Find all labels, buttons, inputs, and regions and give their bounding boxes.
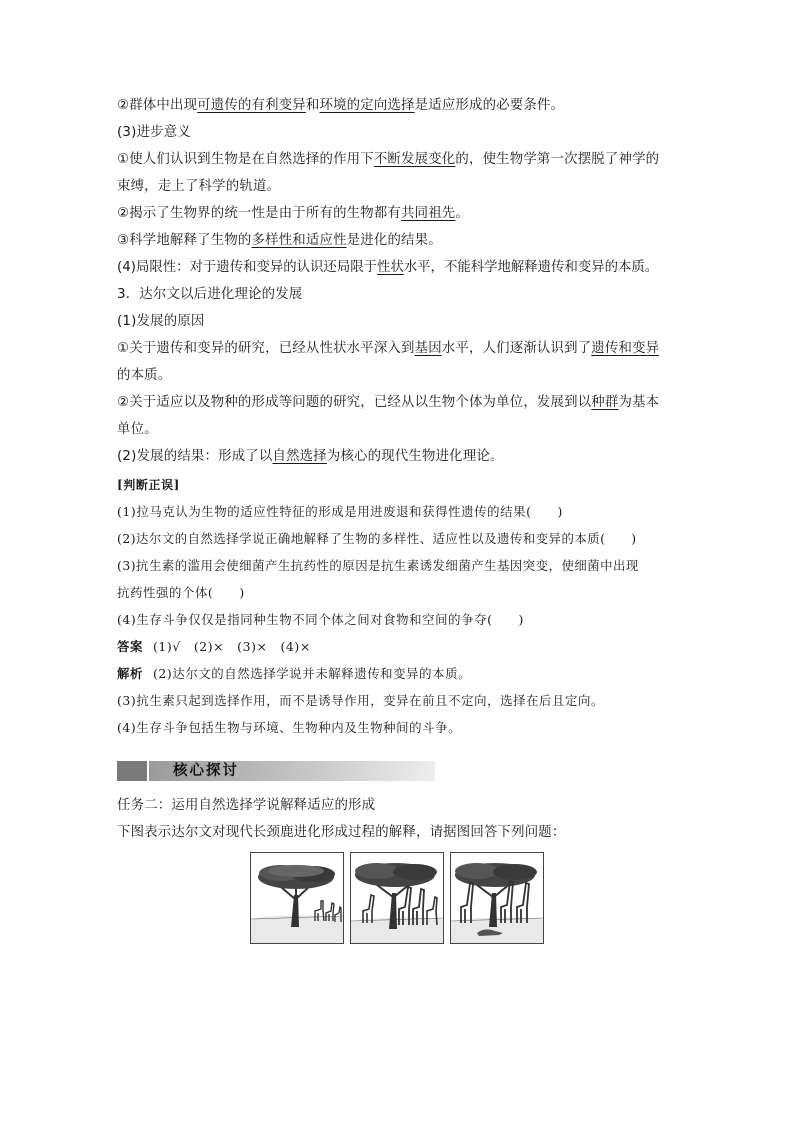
- text-line: 束缚，走上了科学的轨道。: [117, 179, 281, 194]
- section-banner: [117, 761, 435, 781]
- analysis-line: 解析 (2)达尔文的自然选择学说并未解释遗传和变异的本质。: [117, 666, 472, 681]
- analysis-line: (3)抗生素只起到选择作用，而不是诱导作用，变异在前且不定向，选择在后且定向。: [117, 693, 605, 708]
- analysis-line: (4)生存斗争包括生物与环境、生物种内及生物种间的斗争。: [117, 720, 462, 735]
- judge-question: (1)拉马克认为生物的适应性特征的形成是用进废退和获得性遗传的结果( ): [117, 504, 563, 519]
- judge-heading: [判断正误]: [117, 478, 180, 492]
- subheading: (1)发展的原因: [117, 314, 205, 329]
- underlined-term: 性状: [377, 260, 404, 275]
- judge-question: (3)抗生素的滥用会使细菌产生抗药性的原因是抗生素诱发细菌产生基因突变，使细菌中出现: [117, 558, 639, 573]
- text-line: ②揭示了生物界的统一性是由于所有的生物都有共同祖先。: [117, 206, 469, 221]
- underlined-term: 共同祖先: [401, 206, 456, 221]
- underlined-term: 基因: [414, 341, 442, 356]
- task-title: 任务二：运用自然选择学说解释适应的形成: [117, 798, 376, 813]
- answer-values: (1)√ (2)× (3)× (4)×: [152, 639, 311, 654]
- text-line: ①使人们认识到生物是在自然选择的作用下不断发展变化的，使生物学第一次摆脱了神学的: [117, 152, 660, 167]
- task-intro: 下图表示达尔文对现代长颈鹿进化形成过程的解释，请据图回答下列问题：: [117, 825, 566, 840]
- text-line: (4)局限性：对于遗传和变异的认识还局限于性状水平，不能科学地解释遗传和变异的本质。: [117, 260, 659, 275]
- judge-question: 抗药性强的个体( ): [117, 585, 245, 600]
- answer-line: [117, 638, 311, 656]
- judge-question: (2)达尔文的自然选择学说正确地解释了生物的多样性、适应性以及遗传和变异的本质( ): [117, 531, 637, 546]
- underlined-term: 自然选择: [272, 449, 327, 464]
- underlined-term: 遗传和变异: [591, 341, 660, 356]
- underlined-term: 不断发展变化: [373, 152, 456, 167]
- answer-label: 答案: [117, 639, 143, 654]
- text-line: 的本质。: [117, 368, 172, 383]
- text-line: ③科学地解释了生物的多样性和适应性是进化的结果。: [117, 233, 442, 248]
- underlined-term: 可遗传的有利变异: [197, 98, 306, 113]
- subheading: (3)进步意义: [117, 125, 191, 140]
- figure-panel: [450, 852, 544, 944]
- underlined-term: 种群: [591, 395, 619, 410]
- figure-panel: [250, 852, 344, 944]
- text-line: 单位。: [117, 422, 158, 437]
- underlined-term: 环境的定向选择: [319, 98, 415, 113]
- analysis-label: 解析: [117, 666, 143, 681]
- text-line: ①关于遗传和变异的研究，已经从性状水平深入到基因水平，人们逐渐认识到了遗传和变异: [117, 341, 660, 356]
- text-line: ②关于适应以及物种的形成等问题的研究，已经从以生物个体为单位，发展到以种群为基本: [117, 395, 660, 410]
- section-title: 核心探讨: [173, 763, 239, 779]
- judge-question: (4)生存斗争仅仅是指同种生物不同个体之间对食物和空间的争夺( ): [117, 612, 524, 627]
- section-heading: 3．达尔文以后进化理论的发展: [117, 287, 303, 302]
- underlined-term: 多样性和适应性: [251, 233, 347, 248]
- text-line: (2)发展的结果：形成了以自然选择为核心的现代生物进化理论。: [117, 449, 504, 464]
- text-line: ②群体中出现可遗传的有利变异和环境的定向选择是适应形成的必要条件。: [117, 98, 565, 113]
- figure-panel: [350, 852, 444, 944]
